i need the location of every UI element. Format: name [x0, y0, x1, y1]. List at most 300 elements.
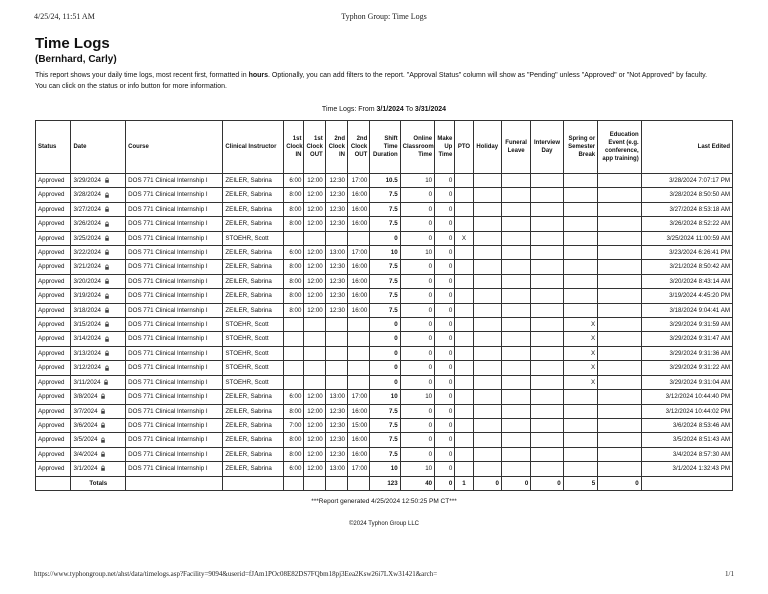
- cell-holiday: [473, 361, 501, 375]
- cell-1st-out: 12:00: [304, 217, 325, 231]
- cell-pto: [455, 303, 473, 317]
- cell-last-edited: 3/21/2024 8:50:42 AM: [641, 260, 732, 274]
- date-text: 3/8/2024: [73, 393, 98, 401]
- cell-2nd-in: 12:30: [325, 303, 347, 317]
- lock-icon: [104, 293, 110, 299]
- cell-makeup: 0: [435, 217, 455, 231]
- cell-status[interactable]: Approved: [36, 404, 71, 418]
- date-text: 3/22/2024: [73, 249, 101, 257]
- cell-holiday: [473, 404, 501, 418]
- table-row: [36, 462, 733, 476]
- cell-2nd-out: 17:00: [347, 390, 369, 404]
- range-from: 3/1/2024: [376, 106, 404, 113]
- cell-status[interactable]: Approved: [36, 447, 71, 461]
- cell-1st-out: [304, 332, 325, 346]
- cell-1st-out: 12:00: [304, 390, 325, 404]
- cell-1st-in: 7:00: [284, 418, 304, 432]
- cell-pto: [455, 260, 473, 274]
- cell-holiday: [473, 274, 501, 288]
- cell-holiday: [473, 202, 501, 216]
- cell-shift: 10.5: [370, 174, 400, 188]
- cell-interview: [531, 231, 563, 245]
- cell-makeup: 0: [435, 202, 455, 216]
- cell-online: 0: [400, 404, 434, 418]
- col-make-up-time[interactable]: Make Up Time: [435, 121, 455, 174]
- cell-interview: [531, 462, 563, 476]
- cell-course: DOS 771 Clinical Internship I: [126, 318, 223, 332]
- cell-2nd-out: 16:00: [347, 274, 369, 288]
- cell-last-edited: 3/12/2024 10:44:02 PM: [641, 404, 732, 418]
- cell-last-edited: 3/27/2024 8:53:18 AM: [641, 202, 732, 216]
- cell-education: [598, 246, 642, 260]
- cell-1st-out: [304, 346, 325, 360]
- lock-icon: [104, 192, 110, 198]
- cell-break: [563, 404, 597, 418]
- cell-1st-in: 8:00: [284, 289, 304, 303]
- total-makeup: 0: [435, 476, 455, 490]
- cell-date: [71, 202, 126, 216]
- cell-funeral: [501, 332, 530, 346]
- cell-last-edited: 3/29/2024 9:31:22 AM: [641, 361, 732, 375]
- cell-1st-in: 6:00: [284, 246, 304, 260]
- cell-1st-out: 12:00: [304, 447, 325, 461]
- cell-last-edited: 3/4/2024 8:57:30 AM: [641, 447, 732, 461]
- table-row: [36, 433, 733, 447]
- cell-instructor: ZEILER, Sabrina: [223, 447, 284, 461]
- cell-makeup: 0: [435, 433, 455, 447]
- cell-break: X: [563, 332, 597, 346]
- cell-shift: 0: [370, 318, 400, 332]
- lock-icon: [104, 249, 110, 255]
- table-row: [36, 318, 733, 332]
- cell-date: [71, 390, 126, 404]
- cell-last-edited: 3/29/2024 9:31:59 AM: [641, 318, 732, 332]
- cell-2nd-out: [347, 361, 369, 375]
- cell-last-edited: 3/18/2024 9:04:41 AM: [641, 303, 732, 317]
- cell-status[interactable]: Approved: [36, 433, 71, 447]
- col-status[interactable]: Status: [36, 121, 71, 174]
- cell-makeup: 0: [435, 289, 455, 303]
- col-holiday[interactable]: Holiday: [473, 121, 501, 174]
- cell-shift: 7.5: [370, 447, 400, 461]
- cell-interview: [531, 260, 563, 274]
- cell-pto: [455, 433, 473, 447]
- cell-course: DOS 771 Clinical Internship I: [126, 174, 223, 188]
- cell-break: [563, 231, 597, 245]
- cell-course: DOS 771 Clinical Internship I: [126, 202, 223, 216]
- cell-break: [563, 217, 597, 231]
- cell-instructor: STOEHR, Scott: [223, 361, 284, 375]
- cell-pto: [455, 318, 473, 332]
- col-1st-clock-in[interactable]: 1st Clock IN: [284, 121, 304, 174]
- cell-instructor: ZEILER, Sabrina: [223, 462, 284, 476]
- cell-shift: 0: [370, 346, 400, 360]
- col-2nd-clock-out[interactable]: 2nd Clock OUT: [347, 121, 369, 174]
- cell-1st-in: 6:00: [284, 174, 304, 188]
- cell-pto: [455, 361, 473, 375]
- cell-online: 0: [400, 332, 434, 346]
- cell-interview: [531, 418, 563, 432]
- cell-date: [71, 462, 126, 476]
- cell-funeral: [501, 346, 530, 360]
- cell-date: [71, 361, 126, 375]
- cell-1st-in: 8:00: [284, 303, 304, 317]
- total-pto: 1: [455, 476, 473, 490]
- date-text: 3/20/2024: [73, 277, 101, 285]
- cell-break: [563, 188, 597, 202]
- lock-icon: [100, 451, 106, 457]
- cell-interview: [531, 274, 563, 288]
- cell-2nd-out: 16:00: [347, 303, 369, 317]
- col-interview-day[interactable]: Interview Day: [531, 121, 563, 174]
- cell-funeral: [501, 390, 530, 404]
- table-row: [36, 289, 733, 303]
- total-shift: 123: [370, 476, 400, 490]
- cell-funeral: [501, 318, 530, 332]
- cell-shift: 7.5: [370, 188, 400, 202]
- date-text: 3/21/2024: [73, 263, 101, 271]
- cell-instructor: ZEILER, Sabrina: [223, 202, 284, 216]
- lock-icon: [104, 307, 110, 313]
- cell-holiday: [473, 217, 501, 231]
- cell-status[interactable]: Approved: [36, 418, 71, 432]
- cell-funeral: [501, 231, 530, 245]
- cell-course: DOS 771 Clinical Internship I: [126, 462, 223, 476]
- cell-status[interactable]: Approved: [36, 332, 71, 346]
- cell-shift: 10: [370, 462, 400, 476]
- cell-2nd-out: 16:00: [347, 260, 369, 274]
- student-name: (Bernhard, Carly): [35, 54, 117, 65]
- cell-pto: [455, 332, 473, 346]
- table-row: [36, 188, 733, 202]
- cell-status[interactable]: Approved: [36, 188, 71, 202]
- cell-interview: [531, 188, 563, 202]
- cell-status[interactable]: Approved: [36, 289, 71, 303]
- cell-pto: [455, 188, 473, 202]
- cell-last-edited: 3/29/2024 9:31:36 AM: [641, 346, 732, 360]
- cell-instructor: ZEILER, Sabrina: [223, 418, 284, 432]
- table-row: [36, 217, 733, 231]
- cell-status[interactable]: Approved: [36, 361, 71, 375]
- cell-break: [563, 390, 597, 404]
- cell-date: [71, 303, 126, 317]
- cell-holiday: [473, 390, 501, 404]
- cell-instructor: ZEILER, Sabrina: [223, 174, 284, 188]
- cell-2nd-out: 16:00: [347, 433, 369, 447]
- cell-pto: [455, 217, 473, 231]
- cell-education: [598, 174, 642, 188]
- cell-funeral: [501, 447, 530, 461]
- cell-funeral: [501, 260, 530, 274]
- col-1st-clock-out[interactable]: 1st Clock OUT: [304, 121, 325, 174]
- intro-bold-hours: hours: [248, 72, 269, 79]
- cell-break: X: [563, 361, 597, 375]
- cell-course: DOS 771 Clinical Internship I: [126, 390, 223, 404]
- cell-holiday: [473, 332, 501, 346]
- cell-interview: [531, 174, 563, 188]
- cell-makeup: 0: [435, 390, 455, 404]
- cell-last-edited: 3/23/2024 6:26:41 PM: [641, 246, 732, 260]
- cell-funeral: [501, 246, 530, 260]
- col-semester-break[interactable]: Spring or Semester Break: [563, 121, 597, 174]
- col-2nd-clock-in[interactable]: 2nd Clock IN: [325, 121, 347, 174]
- cell-course: DOS 771 Clinical Internship I: [126, 274, 223, 288]
- table-row: [36, 174, 733, 188]
- cell-last-edited: 3/6/2024 8:53:46 AM: [641, 418, 732, 432]
- lock-icon: [104, 221, 110, 227]
- col-pto[interactable]: PTO: [455, 121, 473, 174]
- cell-2nd-in: 12:30: [325, 202, 347, 216]
- cell-2nd-out: 16:00: [347, 202, 369, 216]
- cell-last-edited: 3/28/2024 7:07:17 PM: [641, 174, 732, 188]
- col-online-classroom[interactable]: Online Classroom Time: [400, 121, 434, 174]
- cell-2nd-out: [347, 231, 369, 245]
- cell-1st-in: [284, 346, 304, 360]
- cell-education: [598, 404, 642, 418]
- cell-interview: [531, 404, 563, 418]
- cell-pto: [455, 174, 473, 188]
- table-row: [36, 418, 733, 432]
- cell-online: 0: [400, 202, 434, 216]
- cell-last-edited: 3/29/2024 9:31:04 AM: [641, 375, 732, 389]
- cell-online: 0: [400, 274, 434, 288]
- cell-shift: 10: [370, 246, 400, 260]
- cell-shift: 0: [370, 375, 400, 389]
- date-text: 3/5/2024: [73, 436, 98, 444]
- cell-break: [563, 418, 597, 432]
- cell-shift: 7.5: [370, 260, 400, 274]
- cell-course: DOS 771 Clinical Internship I: [126, 418, 223, 432]
- cell-2nd-in: [325, 318, 347, 332]
- lock-icon: [100, 393, 106, 399]
- cell-education: [598, 447, 642, 461]
- table-row: [36, 246, 733, 260]
- cell-makeup: 0: [435, 260, 455, 274]
- date-text: 3/11/2024: [73, 378, 101, 386]
- cell-shift: 7.5: [370, 217, 400, 231]
- lock-icon: [100, 408, 106, 414]
- cell-2nd-in: [325, 332, 347, 346]
- cell-break: [563, 260, 597, 274]
- cell-status[interactable]: Approved: [36, 375, 71, 389]
- cell-education: [598, 188, 642, 202]
- cell-holiday: [473, 418, 501, 432]
- cell-status[interactable]: Approved: [36, 303, 71, 317]
- cell-1st-out: 12:00: [304, 188, 325, 202]
- cell-2nd-out: [347, 332, 369, 346]
- cell-2nd-in: [325, 361, 347, 375]
- cell-education: [598, 418, 642, 432]
- date-text: 3/26/2024: [73, 220, 101, 228]
- cell-holiday: [473, 188, 501, 202]
- col-education-event[interactable]: Education Event (e.g. conference, app training): [598, 121, 642, 174]
- cell-break: [563, 462, 597, 476]
- cell-1st-in: 8:00: [284, 404, 304, 418]
- date-text: 3/15/2024: [73, 321, 101, 329]
- lock-icon: [103, 379, 109, 385]
- lock-icon: [104, 321, 110, 327]
- col-clinical-instructor[interactable]: Clinical Instructor: [223, 121, 284, 174]
- cell-online: 0: [400, 447, 434, 461]
- cell-funeral: [501, 303, 530, 317]
- cell-interview: [531, 246, 563, 260]
- cell-1st-in: 8:00: [284, 447, 304, 461]
- cell-1st-out: [304, 231, 325, 245]
- cell-1st-out: 12:00: [304, 303, 325, 317]
- cell-status[interactable]: Approved: [36, 462, 71, 476]
- col-funeral-leave[interactable]: Funeral Leave: [501, 121, 530, 174]
- date-text: 3/19/2024: [73, 292, 101, 300]
- cell-instructor: STOEHR, Scott: [223, 375, 284, 389]
- print-url: https://www.typhongroup.net/ahst/data/timelogs.asp?Facility=9094&userid=fJAm1POc08E82DS7FQbm18pj3Eea2Ksw26i7LXw31421&arch=: [34, 570, 438, 578]
- cell-status[interactable]: Approved: [36, 202, 71, 216]
- cell-status[interactable]: Approved: [36, 346, 71, 360]
- cell-interview: [531, 433, 563, 447]
- cell-status[interactable]: Approved: [36, 246, 71, 260]
- cell-pto: [455, 274, 473, 288]
- table-row: [36, 303, 733, 317]
- cell-1st-in: 8:00: [284, 217, 304, 231]
- total-online: 40: [400, 476, 434, 490]
- cell-date: [71, 174, 126, 188]
- cell-shift: 7.5: [370, 202, 400, 216]
- col-shift-duration[interactable]: Shift Time Duration: [370, 121, 400, 174]
- col-date[interactable]: Date: [71, 121, 126, 174]
- cell-holiday: [473, 174, 501, 188]
- cell-1st-in: [284, 375, 304, 389]
- lock-icon: [104, 278, 110, 284]
- cell-status[interactable]: Approved: [36, 174, 71, 188]
- cell-2nd-in: [325, 346, 347, 360]
- col-last-edited[interactable]: Last Edited: [641, 121, 732, 174]
- cell-last-edited: 3/19/2024 4:45:20 PM: [641, 289, 732, 303]
- cell-holiday: [473, 375, 501, 389]
- cell-instructor: ZEILER, Sabrina: [223, 260, 284, 274]
- print-page-number: 1/1: [725, 570, 734, 578]
- cell-last-edited: 3/29/2024 9:31:47 AM: [641, 332, 732, 346]
- cell-date: [71, 404, 126, 418]
- cell-pto: [455, 390, 473, 404]
- cell-last-edited: 3/5/2024 8:51:43 AM: [641, 433, 732, 447]
- cell-education: [598, 274, 642, 288]
- cell-course: DOS 771 Clinical Internship I: [126, 231, 223, 245]
- cell-1st-in: 8:00: [284, 260, 304, 274]
- cell-interview: [531, 375, 563, 389]
- cell-education: [598, 346, 642, 360]
- cell-break: [563, 433, 597, 447]
- table-row: [36, 390, 733, 404]
- cell-status[interactable]: Approved: [36, 274, 71, 288]
- cell-interview: [531, 217, 563, 231]
- cell-status[interactable]: Approved: [36, 390, 71, 404]
- cell-education: [598, 260, 642, 274]
- cell-pto: [455, 447, 473, 461]
- cell-interview: [531, 202, 563, 216]
- cell-funeral: [501, 375, 530, 389]
- cell-instructor: ZEILER, Sabrina: [223, 246, 284, 260]
- cell-1st-out: 12:00: [304, 174, 325, 188]
- cell-shift: 0: [370, 332, 400, 346]
- cell-online: 10: [400, 390, 434, 404]
- cell-funeral: [501, 202, 530, 216]
- cell-2nd-out: 16:00: [347, 217, 369, 231]
- cell-education: [598, 289, 642, 303]
- cell-2nd-in: 12:30: [325, 188, 347, 202]
- cell-online: 10: [400, 462, 434, 476]
- cell-shift: 7.5: [370, 303, 400, 317]
- cell-makeup: 0: [435, 246, 455, 260]
- totals-row: [36, 476, 733, 490]
- total-interview: 0: [531, 476, 563, 490]
- table-row: [36, 361, 733, 375]
- cell-pto: [455, 289, 473, 303]
- cell-1st-in: [284, 318, 304, 332]
- cell-instructor: STOEHR, Scott: [223, 332, 284, 346]
- col-course[interactable]: Course: [126, 121, 223, 174]
- date-text: 3/4/2024: [73, 450, 98, 458]
- table-row: [36, 404, 733, 418]
- table-row: [36, 274, 733, 288]
- cell-2nd-out: 16:00: [347, 447, 369, 461]
- cell-pto: [455, 462, 473, 476]
- table-row: [36, 332, 733, 346]
- cell-online: 0: [400, 418, 434, 432]
- cell-online: 0: [400, 231, 434, 245]
- cell-makeup: 0: [435, 375, 455, 389]
- cell-interview: [531, 289, 563, 303]
- cell-date: [71, 418, 126, 432]
- lock-icon: [100, 422, 106, 428]
- cell-interview: [531, 318, 563, 332]
- lock-icon: [104, 350, 110, 356]
- cell-funeral: [501, 462, 530, 476]
- cell-course: DOS 771 Clinical Internship I: [126, 404, 223, 418]
- print-datetime: 4/25/24, 11:51 AM: [34, 12, 95, 21]
- cell-makeup: 0: [435, 274, 455, 288]
- cell-1st-in: 6:00: [284, 390, 304, 404]
- cell-course: DOS 771 Clinical Internship I: [126, 217, 223, 231]
- intro-text-2: . Optionally, you can add filters to the report. "Approval Status" column will show as "Pending" unless "Approved" or "Not Approved" by faculty.: [268, 72, 708, 79]
- cell-pto: [455, 346, 473, 360]
- cell-2nd-in: [325, 375, 347, 389]
- cell-pto: [455, 418, 473, 432]
- cell-status[interactable]: Approved: [36, 260, 71, 274]
- cell-pto: X: [455, 231, 473, 245]
- cell-shift: 7.5: [370, 289, 400, 303]
- cell-status[interactable]: Approved: [36, 217, 71, 231]
- range-mid: To: [403, 106, 415, 113]
- cell-2nd-out: 16:00: [347, 404, 369, 418]
- cell-status[interactable]: Approved: [36, 231, 71, 245]
- cell-makeup: 0: [435, 231, 455, 245]
- cell-2nd-in: 12:30: [325, 217, 347, 231]
- cell-shift: 7.5: [370, 404, 400, 418]
- table-row: [36, 447, 733, 461]
- cell-2nd-in: 12:30: [325, 274, 347, 288]
- cell-2nd-in: 12:30: [325, 418, 347, 432]
- cell-status[interactable]: Approved: [36, 318, 71, 332]
- total-education: 0: [598, 476, 642, 490]
- cell-instructor: ZEILER, Sabrina: [223, 217, 284, 231]
- cell-date: [71, 231, 126, 245]
- cell-shift: 7.5: [370, 433, 400, 447]
- cell-online: 0: [400, 433, 434, 447]
- cell-instructor: ZEILER, Sabrina: [223, 274, 284, 288]
- cell-shift: 7.5: [370, 418, 400, 432]
- cell-funeral: [501, 174, 530, 188]
- cell-2nd-in: 12:30: [325, 404, 347, 418]
- total-holiday: 0: [473, 476, 501, 490]
